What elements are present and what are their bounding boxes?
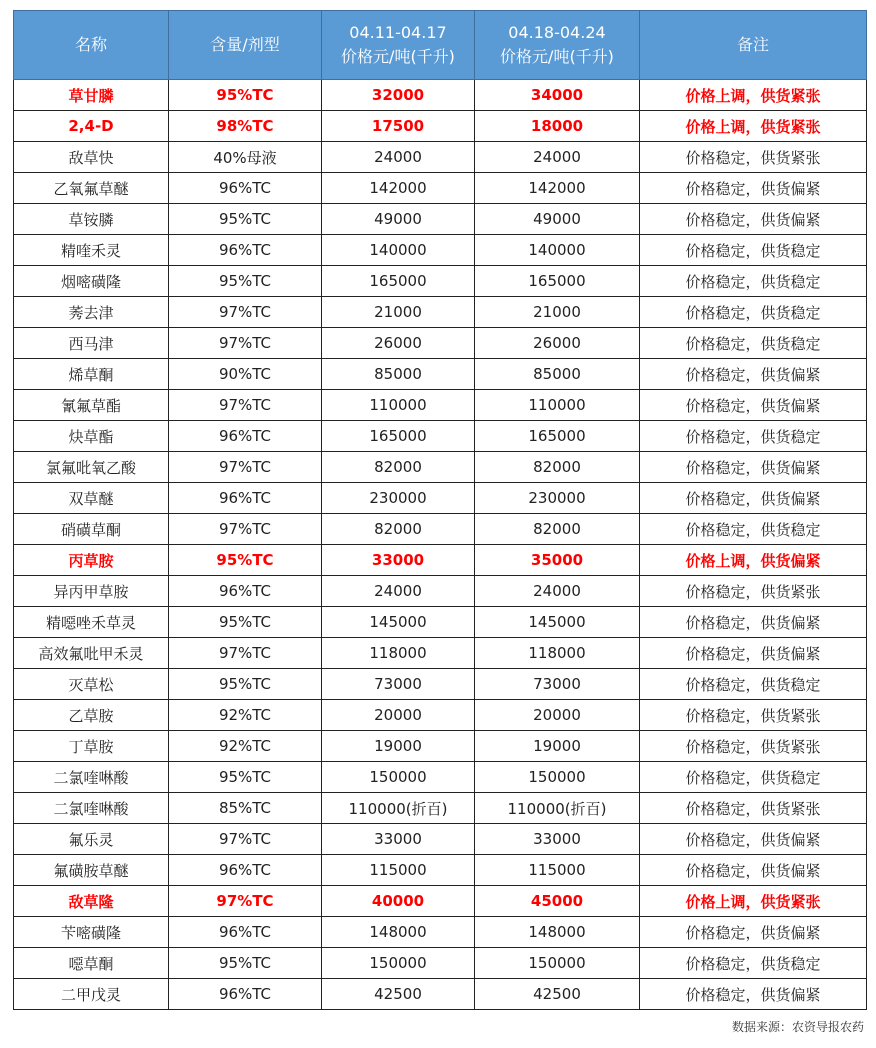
cell-price-week2: 24000 [475,142,640,173]
cell-price-week1: 150000 [322,762,475,793]
cell-price-week2: 115000 [475,855,640,886]
table-row [14,917,867,948]
cell-content: 97%TC [169,638,322,669]
cell-price-week2: 85000 [475,359,640,390]
table-row [14,204,867,235]
cell-price-week2: 165000 [475,421,640,452]
cell-price-week1: 165000 [322,266,475,297]
cell-content: 96%TC [169,917,322,948]
table-body [14,80,867,1010]
table-row [14,979,867,1010]
cell-remark: 价格上调，供货紧张 [640,80,867,111]
cell-remark: 价格稳定，供货稳定 [640,762,867,793]
cell-content: 97%TC [169,297,322,328]
cell-price-week2: 118000 [475,638,640,669]
cell-content: 95%TC [169,80,322,111]
cell-price-week2: 24000 [475,576,640,607]
cell-content: 90%TC [169,359,322,390]
cell-remark: 价格稳定，供货偏紧 [640,390,867,421]
cell-price-week2: 35000 [475,545,640,576]
cell-price-week1: 24000 [322,576,475,607]
cell-price-week2: 42500 [475,979,640,1010]
table-row [14,80,867,111]
cell-price-week2: 19000 [475,731,640,762]
cell-name: 灭草松 [14,669,169,700]
header-week1-unit: 价格元/吨(千升) [341,47,455,66]
cell-name: 敌草快 [14,142,169,173]
cell-price-week1: 33000 [322,824,475,855]
cell-price-week2: 20000 [475,700,640,731]
table-row [14,483,867,514]
cell-remark: 价格稳定，供货偏紧 [640,452,867,483]
cell-remark: 价格稳定，供货稳定 [640,297,867,328]
cell-remark: 价格稳定，供货紧张 [640,142,867,173]
herbicide-price-table [13,10,867,1010]
cell-remark: 价格稳定，供货稳定 [640,266,867,297]
cell-price-week2: 110000(折百) [475,793,640,824]
table-row [14,576,867,607]
cell-price-week2: 165000 [475,266,640,297]
header-week2 [475,11,640,80]
data-source-note: 数据来源：农资导报农药 [731,1020,864,1034]
table-row [14,669,867,700]
cell-price-week1: 145000 [322,607,475,638]
cell-content: 97%TC [169,328,322,359]
cell-remark: 价格稳定，供货偏紧 [640,917,867,948]
table-row [14,297,867,328]
cell-content: 95%TC [169,266,322,297]
cell-remark: 价格稳定，供货稳定 [640,328,867,359]
table-row [14,452,867,483]
cell-price-week2: 230000 [475,483,640,514]
cell-name: 异丙甲草胺 [14,576,169,607]
cell-price-week1: 82000 [322,514,475,545]
cell-name: 莠去津 [14,297,169,328]
cell-remark: 价格稳定，供货偏紧 [640,359,867,390]
cell-content: 97%TC [169,452,322,483]
cell-content: 92%TC [169,731,322,762]
cell-price-week1: 20000 [322,700,475,731]
cell-name: 草甘膦 [14,80,169,111]
cell-price-week1: 26000 [322,328,475,359]
cell-name: 二氯喹啉酸 [14,793,169,824]
cell-price-week1: 49000 [322,204,475,235]
table-row [14,111,867,142]
table-row [14,142,867,173]
cell-price-week2: 140000 [475,235,640,266]
cell-price-week2: 148000 [475,917,640,948]
cell-content: 96%TC [169,483,322,514]
table-row [14,638,867,669]
cell-price-week1: 110000(折百) [322,793,475,824]
table-row [14,514,867,545]
cell-price-week1: 24000 [322,142,475,173]
cell-price-week1: 150000 [322,948,475,979]
cell-content: 96%TC [169,576,322,607]
cell-name: 二氯喹啉酸 [14,762,169,793]
cell-price-week1: 82000 [322,452,475,483]
header-remark: 备注 [640,11,867,80]
cell-price-week2: 45000 [475,886,640,917]
table-row [14,700,867,731]
cell-name: 苄嘧磺隆 [14,917,169,948]
header-row [14,11,867,80]
cell-name: 丙草胺 [14,545,169,576]
cell-content: 97%TC [169,824,322,855]
cell-content: 95%TC [169,204,322,235]
cell-name: 炔草酯 [14,421,169,452]
cell-price-week1: 118000 [322,638,475,669]
cell-name: 乙草胺 [14,700,169,731]
table-row [14,793,867,824]
cell-price-week1: 32000 [322,80,475,111]
cell-price-week1: 140000 [322,235,475,266]
cell-name: 西马津 [14,328,169,359]
cell-name: 烟嘧磺隆 [14,266,169,297]
price-table-container [13,10,866,1010]
cell-remark: 价格稳定，供货紧张 [640,700,867,731]
table-row [14,266,867,297]
cell-price-week1: 21000 [322,297,475,328]
cell-price-week2: 18000 [475,111,640,142]
header-name: 名称 [14,11,169,80]
header-week2-dates: 04.18-04.24 [508,23,606,42]
cell-name: 噁草酮 [14,948,169,979]
cell-name: 双草醚 [14,483,169,514]
cell-remark: 价格稳定，供货稳定 [640,421,867,452]
cell-content: 96%TC [169,235,322,266]
cell-content: 92%TC [169,700,322,731]
cell-content: 96%TC [169,979,322,1010]
cell-price-week1: 73000 [322,669,475,700]
table-row [14,824,867,855]
cell-remark: 价格稳定，供货紧张 [640,731,867,762]
header-week1 [322,11,475,80]
cell-remark: 价格稳定，供货偏紧 [640,483,867,514]
cell-price-week1: 110000 [322,390,475,421]
table-row [14,235,867,266]
cell-price-week2: 26000 [475,328,640,359]
cell-price-week2: 142000 [475,173,640,204]
table-row [14,607,867,638]
cell-content: 97%TC [169,390,322,421]
cell-name: 敌草隆 [14,886,169,917]
cell-remark: 价格上调，供货紧张 [640,111,867,142]
cell-name: 丁草胺 [14,731,169,762]
table-header [14,11,867,80]
header-content: 含量/剂型 [169,11,322,80]
cell-price-week2: 82000 [475,514,640,545]
cell-content: 95%TC [169,762,322,793]
cell-content: 97%TC [169,514,322,545]
cell-name: 精喹禾灵 [14,235,169,266]
cell-content: 98%TC [169,111,322,142]
cell-name: 2,4-D [14,111,169,142]
cell-remark: 价格上调，供货偏紧 [640,545,867,576]
cell-price-week1: 142000 [322,173,475,204]
cell-content: 96%TC [169,421,322,452]
table-row [14,359,867,390]
table-row [14,762,867,793]
cell-price-week2: 150000 [475,762,640,793]
cell-content: 95%TC [169,545,322,576]
cell-name: 二甲戊灵 [14,979,169,1010]
cell-price-week1: 42500 [322,979,475,1010]
cell-name: 氰氟草酯 [14,390,169,421]
table-row [14,545,867,576]
cell-price-week1: 230000 [322,483,475,514]
table-row [14,731,867,762]
cell-price-week2: 21000 [475,297,640,328]
cell-price-week2: 73000 [475,669,640,700]
table-row [14,421,867,452]
cell-price-week2: 145000 [475,607,640,638]
cell-price-week1: 148000 [322,917,475,948]
cell-price-week2: 34000 [475,80,640,111]
cell-price-week2: 110000 [475,390,640,421]
cell-remark: 价格稳定，供货偏紧 [640,607,867,638]
cell-price-week1: 85000 [322,359,475,390]
cell-content: 40%母液 [169,142,322,173]
cell-price-week1: 165000 [322,421,475,452]
cell-remark: 价格稳定，供货稳定 [640,669,867,700]
cell-price-week2: 33000 [475,824,640,855]
cell-remark: 价格稳定，供货紧张 [640,793,867,824]
cell-name: 氟磺胺草醚 [14,855,169,886]
cell-price-week2: 82000 [475,452,640,483]
cell-content: 96%TC [169,855,322,886]
cell-content: 95%TC [169,669,322,700]
cell-remark: 价格稳定，供货偏紧 [640,824,867,855]
cell-remark: 价格稳定，供货偏紧 [640,855,867,886]
cell-price-week1: 19000 [322,731,475,762]
cell-name: 高效氟吡甲禾灵 [14,638,169,669]
cell-price-week1: 33000 [322,545,475,576]
header-week1-dates: 04.11-04.17 [349,23,447,42]
cell-remark: 价格稳定，供货偏紧 [640,979,867,1010]
table-row [14,948,867,979]
cell-content: 96%TC [169,173,322,204]
cell-remark: 价格稳定，供货稳定 [640,948,867,979]
cell-name: 烯草酮 [14,359,169,390]
cell-remark: 价格稳定，供货偏紧 [640,173,867,204]
cell-price-week2: 49000 [475,204,640,235]
cell-remark: 价格稳定，供货偏紧 [640,204,867,235]
cell-price-week2: 150000 [475,948,640,979]
cell-remark: 价格稳定，供货偏紧 [640,638,867,669]
table-row [14,855,867,886]
header-week2-unit: 价格元/吨(千升) [500,47,614,66]
cell-name: 乙氧氟草醚 [14,173,169,204]
cell-remark: 价格稳定，供货稳定 [640,514,867,545]
cell-content: 95%TC [169,948,322,979]
cell-name: 硝磺草酮 [14,514,169,545]
cell-name: 氟乐灵 [14,824,169,855]
cell-name: 精噁唑禾草灵 [14,607,169,638]
table-row [14,328,867,359]
cell-name: 草铵膦 [14,204,169,235]
cell-remark: 价格稳定，供货稳定 [640,235,867,266]
cell-content: 97%TC [169,886,322,917]
cell-remark: 价格上调，供货紧张 [640,886,867,917]
table-row [14,173,867,204]
cell-content: 95%TC [169,607,322,638]
cell-content: 85%TC [169,793,322,824]
cell-remark: 价格稳定，供货紧张 [640,576,867,607]
table-row [14,390,867,421]
cell-price-week1: 40000 [322,886,475,917]
cell-price-week1: 17500 [322,111,475,142]
cell-name: 氯氟吡氧乙酸 [14,452,169,483]
table-row [14,886,867,917]
cell-price-week1: 115000 [322,855,475,886]
